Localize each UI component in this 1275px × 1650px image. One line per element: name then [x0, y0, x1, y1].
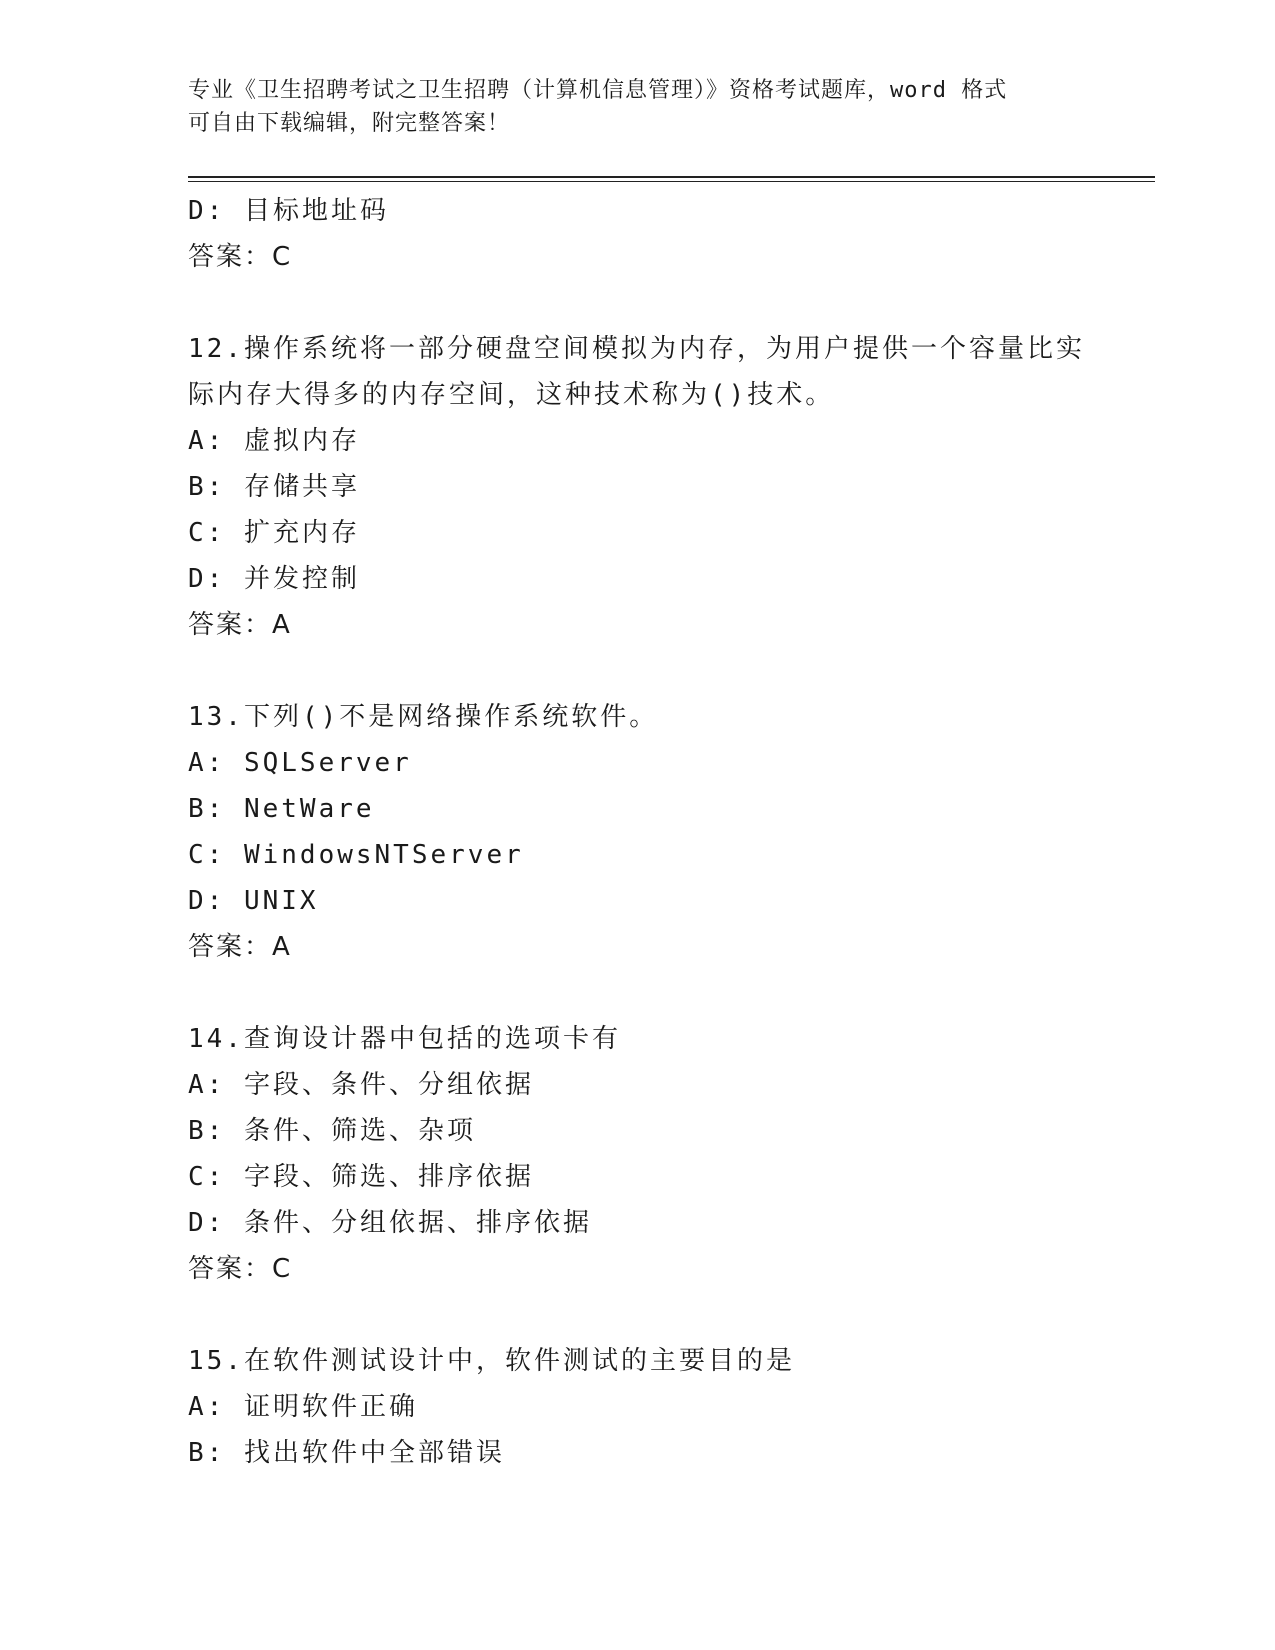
- answer-option: B: NetWare: [188, 794, 375, 824]
- question-block: [188, 648, 1088, 970]
- question-block: [188, 188, 1088, 280]
- answer-option: A: SQLServer: [188, 748, 412, 778]
- header-divider-thick: [188, 176, 1155, 178]
- header-divider-thin: [188, 181, 1155, 182]
- answer-option: D: 条件、分组依据、排序依据: [188, 1208, 592, 1238]
- answer-option: D: 目标地址码: [188, 196, 389, 226]
- question-text: 14.查询设计器中包括的选项卡有: [188, 1024, 621, 1054]
- answer-option: B: 找出软件中全部错误: [188, 1438, 505, 1468]
- answer-option: C: 扩充内存: [188, 518, 360, 548]
- question-block: [188, 280, 1088, 648]
- answer-option: D: 并发控制: [188, 564, 360, 594]
- answer-option: A: 证明软件正确: [188, 1392, 418, 1422]
- question-spacer: [188, 970, 1088, 1016]
- answer-option: B: 存储共享: [188, 472, 360, 502]
- header-line-2: 可自由下载编辑，附完整答案！: [188, 111, 511, 136]
- answer-option: A: 虚拟内存: [188, 426, 360, 456]
- question-spacer: [188, 648, 1088, 694]
- question-spacer: [188, 280, 1088, 326]
- answer-option: B: 条件、筛选、杂项: [188, 1116, 476, 1146]
- question-spacer: [188, 1292, 1088, 1338]
- answer-key: 答案：C: [188, 242, 293, 272]
- header-line-1: 专业《卫生招聘考试之卫生招聘（计算机信息管理）》资格考试题库，word 格式: [188, 78, 1008, 103]
- answer-option: D: UNIX: [188, 886, 319, 916]
- answer-key: 答案：C: [188, 1254, 293, 1284]
- question-text: 际内存大得多的内存空间，这种技术称为()技术。: [188, 380, 835, 410]
- answer-key: 答案：A: [188, 932, 292, 962]
- answer-option: A: 字段、条件、分组依据: [188, 1070, 534, 1100]
- question-block: [188, 970, 1088, 1292]
- question-block: [188, 1292, 1088, 1476]
- answer-option: C: WindowsNTServer: [188, 840, 524, 870]
- question-text: 13.下列()不是网络操作系统软件。: [188, 702, 659, 732]
- answer-key: 答案：A: [188, 610, 292, 640]
- question-text: 15.在软件测试设计中，软件测试的主要目的是: [188, 1346, 795, 1376]
- question-list: [188, 188, 1088, 1476]
- document-header: [188, 74, 1088, 140]
- question-text: 12.操作系统将一部分硬盘空间模拟为内存，为用户提供一个容量比实: [188, 334, 1085, 364]
- answer-option: C: 字段、筛选、排序依据: [188, 1162, 534, 1192]
